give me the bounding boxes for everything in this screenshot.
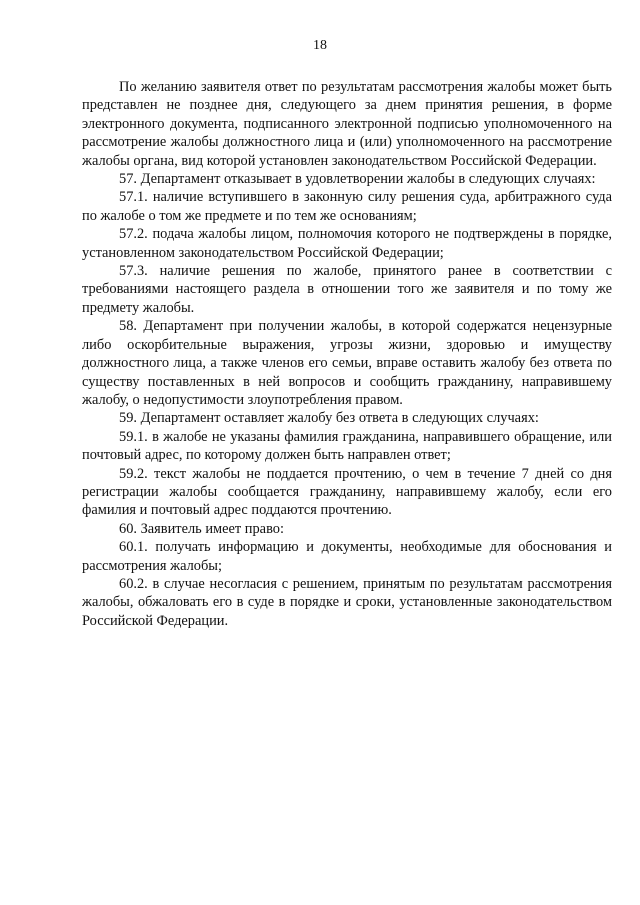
paragraph-60-2: 60.2. в случае несогласия с решением, принятым по результатам рассмотрения жалобы, обжаловать его в суде в порядке и сроки, установленные законодательством Российской Федерации.	[82, 575, 612, 629]
paragraph-57-1: 57.1. наличие вступившего в законную силу решения суда, арбитражного суда по жалобе о том же предмете и по тем же основаниям;	[82, 189, 612, 224]
page-number: 18	[313, 38, 327, 53]
paragraph-57-2: 57.2. подача жалобы лицом, полномочия которого не подтверждены в порядке, установленном законодательством Российской Федерации;	[82, 226, 612, 261]
paragraph-electronic-response: По желанию заявителя ответ по результатам рассмотрения жалобы может быть представлен не позднее дня, следующего за днем принятия решения, в форме электронного документа, подписанного электронной подписью уполномоченного на рассмотрение жалобы должностного лица и (или) уполномоченного на рассмотрение жалобы органа, вид которой установлен законодательством Российской Федерации.	[82, 79, 612, 169]
paragraph-59-1: 59.1. в жалобе не указаны фамилия гражданина, направившего обращение, или почтовый адрес, по которому должен быть направлен ответ;	[82, 428, 612, 464]
paragraph-57-3: 57.3. наличие решения по жалобе, принятого ранее в соответствии с требованиями настоящего раздела в отношении того же заявителя и по тому же предмету жалобы.	[82, 263, 612, 316]
paragraph-59-no-answer-cases: 59. Департамент оставляет жалобу без ответа в следующих случаях:	[119, 410, 539, 427]
paragraph-59-2: 59.2. текст жалобы не поддается прочтению, о чем в течение 7 дней со дня регистрации жалобы сообщается гражданину, направившему жалобу, если его фамилия и почтовый адрес поддаются прочтению.	[82, 465, 612, 519]
paragraph-57-refusal-cases: 57. Департамент отказывает в удовлетворении жалобы в следующих случаях:	[119, 171, 596, 188]
paragraph-60-1: 60.1. получать информацию и документы, необходимые для обоснования и рассмотрения жалобы;	[82, 539, 612, 574]
paragraph-58: 58. Департамент при получении жалобы, в которой содержатся нецензурные либо оскорбительные выражения, угрозы жизни, здоровью и имуществу должностного лица, а также членов его семьи, вправе оставить жалобу без ответа по существу поставленных в ней вопросов и сообщить гражданину, направившему жалобу, о недопустимости злоупотребления правом.	[82, 318, 612, 408]
document-body	[82, 78, 612, 630]
paragraph-60-rights: 60. Заявитель имеет право:	[119, 520, 284, 537]
